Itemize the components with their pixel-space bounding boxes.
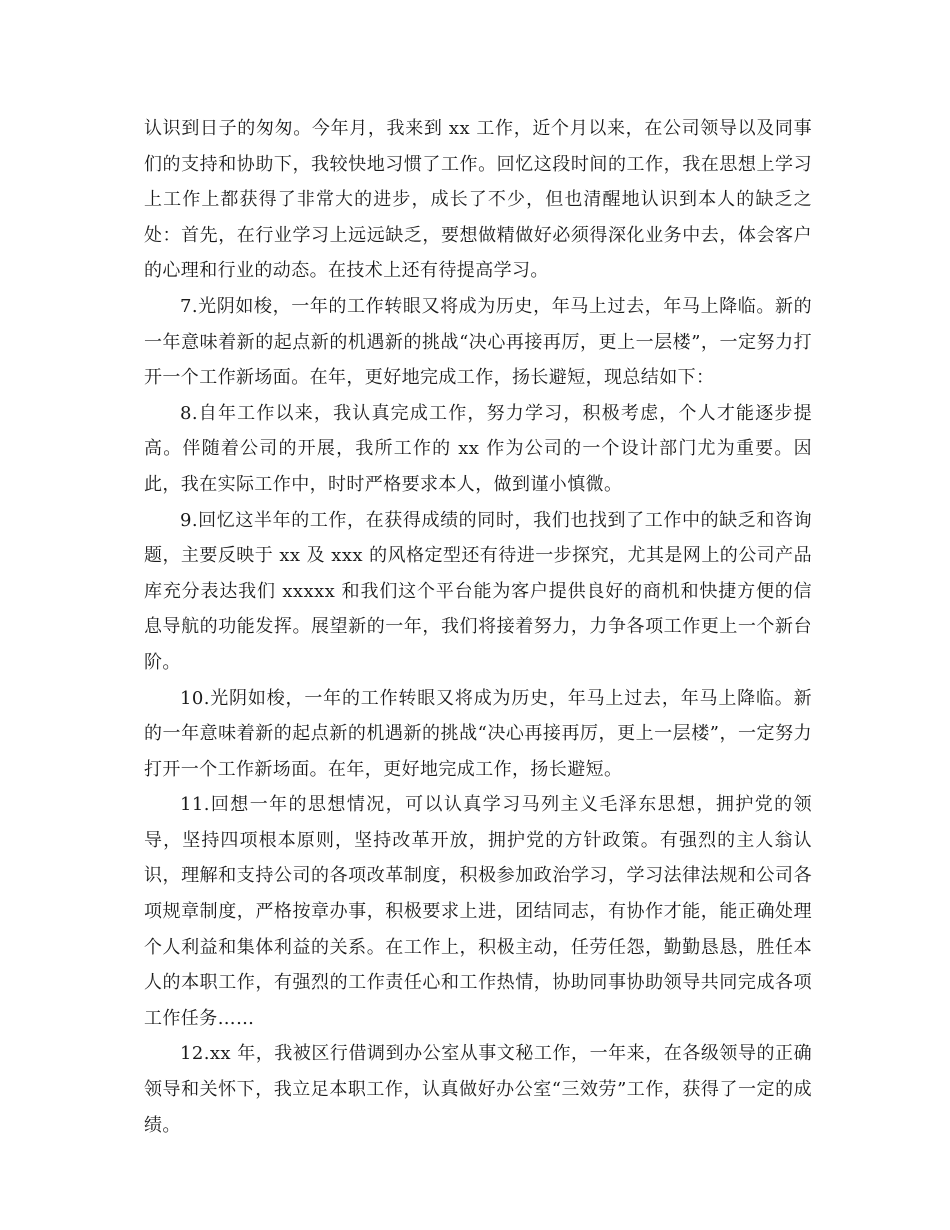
paragraph-item-8: 8.自年工作以来，我认真完成工作，努力学习，积极考虑，个人才能逐步提高。伴随着公司的开展，我所工作的 xx 作为公司的一个设计部门尤为重要。因此，我在实际工作中，时时严格要求本人，做到谨小慎微。	[144, 402, 812, 495]
paragraph-item-11: 11.回想一年的思想情况，可以认真学习马列主义毛泽东思想，拥护党的领导，坚持四项根本原则，坚持改革开放，拥护党的方针政策。有强烈的主人翁认识，理解和支持公司的各项改革制度，积极参加政治学习，学习法律法规和公司各项规章制度，严格按章办事，积极要求上进，团结同志，有协作才能，能正确处理个人利益和集体利益的关系。在工作上，积极主动，任劳任怨，勤勤恳恳，胜任本人的本职工作，有强烈的工作责任心和工作热情，协助同事协助领导共同完成各项工作任务……	[144, 794, 812, 1029]
document-body	[144, 111, 812, 1143]
paragraph-continuation: 认识到日子的匆匆。今年月，我来到 xx 工作，近个月以来，在公司领导以及同事们的支持和协助下，我较快地习惯了工作。回忆这段时间的工作，我在思想上学习上工作上都获得了非常大的进步，成长了不少，但也清醒地认识到本人的缺乏之处：首先，在行业学习上远远缺乏，要想做精做好必须得深化业务中去，体会客户的心理和行业的动态。在技术上还有待提高学习。	[144, 118, 812, 282]
paragraph-item-10: 10.光阴如梭，一年的工作转眼又将成为历史，年马上过去，年马上降临。新的一年意味着新的起点新的机遇新的挑战“决心再接再厉，更上一层楼”，一定努力打开一个工作新场面。在年，更好地完成工作，扬长避短。	[144, 687, 812, 780]
paragraph-item-12: 12.xx 年，我被区行借调到办公室从事文秘工作，一年来，在各级领导的正确领导和关怀下，我立足本职工作，认真做好办公室“三效劳”工作，获得了一定的成绩。	[144, 1043, 812, 1136]
paragraph-item-9: 9.回忆这半年的工作，在获得成绩的同时，我们也找到了工作中的缺乏和咨询题，主要反映于 xx 及 xxx 的风格定型还有待进一步探究，尤其是网上的公司产品库充分表达我们 xxxxx 和我们这个平台能为客户提供良好的商机和快捷方便的信息导航的功能发挥。展望新的一年，我们将接着努力，力争各项工作更上一个新台阶。	[144, 509, 812, 673]
paragraph-item-7: 7.光阴如梭，一年的工作转眼又将成为历史，年马上过去，年马上降临。新的一年意味着新的起点新的机遇新的挑战“决心再接再厉，更上一层楼”，一定努力打开一个工作新场面。在年，更好地完成工作，扬长避短，现总结如下：	[144, 295, 812, 389]
